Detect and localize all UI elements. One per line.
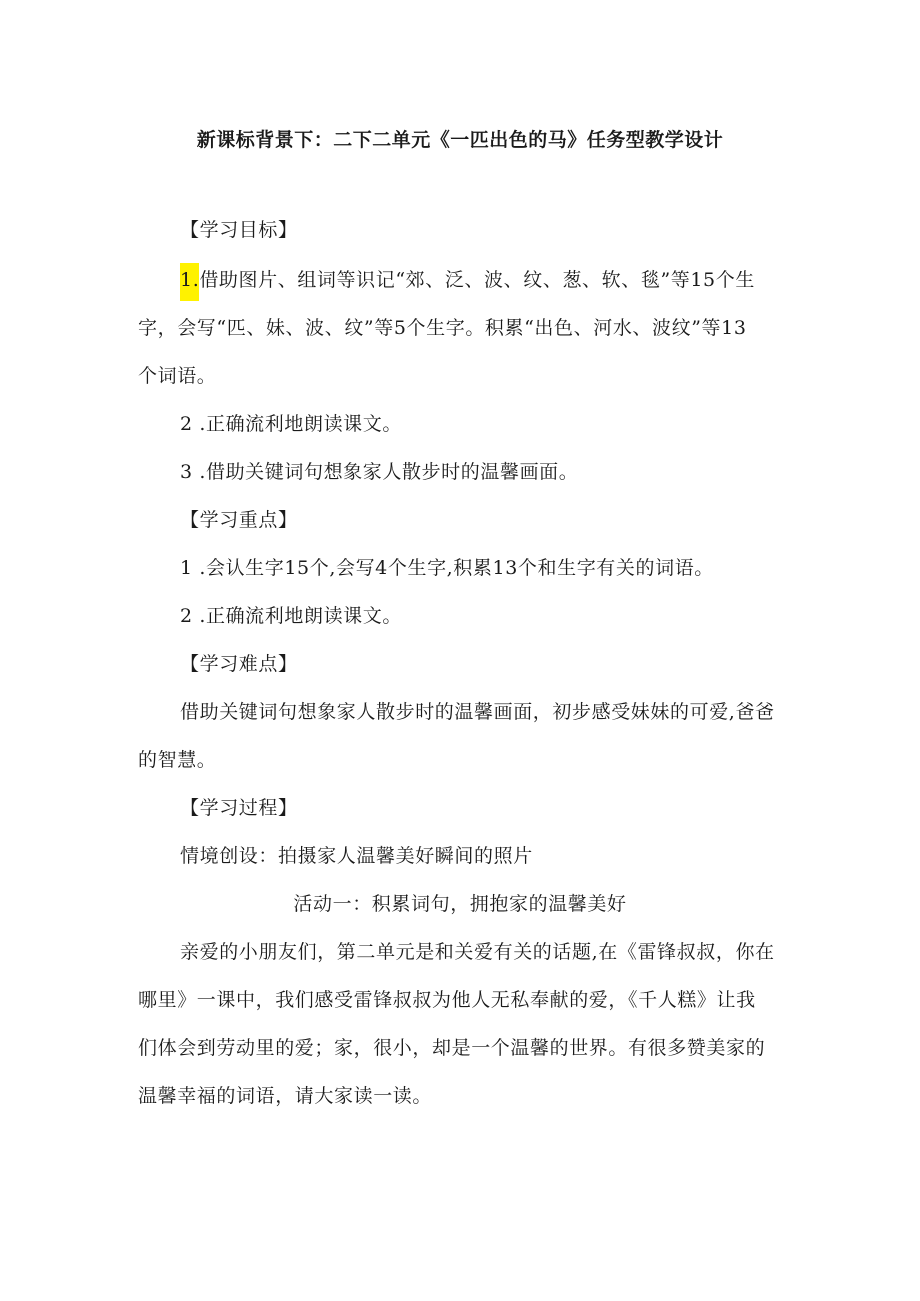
paragraph-line1: 亲爱的小朋友们，第二单元是和关爱有关的话题,在《雷锋叔叔，你在 bbox=[180, 941, 775, 963]
goal1-line2: 字，会写“匹、妹、波、纹”等5个生字。积累“出色、河水、波纹”等13 bbox=[138, 317, 747, 339]
paragraph-line4: 温馨幸福的词语，请大家读一读。 bbox=[138, 1085, 433, 1107]
goals-heading: 【学习目标】 bbox=[180, 219, 298, 241]
goal2: 2 .正确流利地朗读课文。 bbox=[180, 413, 402, 435]
paragraph-line3: 们体会到劳动里的爱；家，很小，却是一个温馨的世界。有很多赞美家的 bbox=[138, 1037, 766, 1059]
difficulty-line1: 借助关键词句想象家人散步时的温馨画面，初步感受妹妹的可爱,爸爸 bbox=[180, 701, 775, 723]
goal1-line3: 个词语。 bbox=[138, 365, 217, 387]
document-title: 新课标背景下：二下二单元《一匹出色的马》任务型教学设计 bbox=[196, 129, 724, 151]
process-heading: 【学习过程】 bbox=[180, 797, 298, 819]
goal1-line1 bbox=[180, 265, 755, 292]
difficulty-line2: 的智慧。 bbox=[138, 749, 217, 771]
difficulty-heading: 【学习难点】 bbox=[180, 653, 298, 675]
goal1-text: 借助图片、组词等识记“郊、泛、波、纹、葱、软、毯”等15个生 bbox=[199, 269, 755, 291]
highlighted-number: 1. bbox=[180, 263, 199, 301]
key-heading: 【学习重点】 bbox=[180, 509, 298, 531]
goal3: 3 .借助关键词句想象家人散步时的温馨画面。 bbox=[180, 461, 579, 483]
scenario-line: 情境创设：拍摄家人温馨美好瞬间的照片 bbox=[180, 845, 533, 867]
key1: 1 .会认生字15个,会写4个生字,积累13个和生字有关的词语。 bbox=[180, 557, 714, 579]
activity1-title: 活动一：积累词句，拥抱家的温馨美好 bbox=[293, 893, 627, 915]
paragraph-line2: 哪里》一课中，我们感受雷锋叔叔为他人无私奉献的爱，《千人糕》让我 bbox=[138, 989, 756, 1011]
key2: 2 .正确流利地朗读课文。 bbox=[180, 605, 402, 627]
